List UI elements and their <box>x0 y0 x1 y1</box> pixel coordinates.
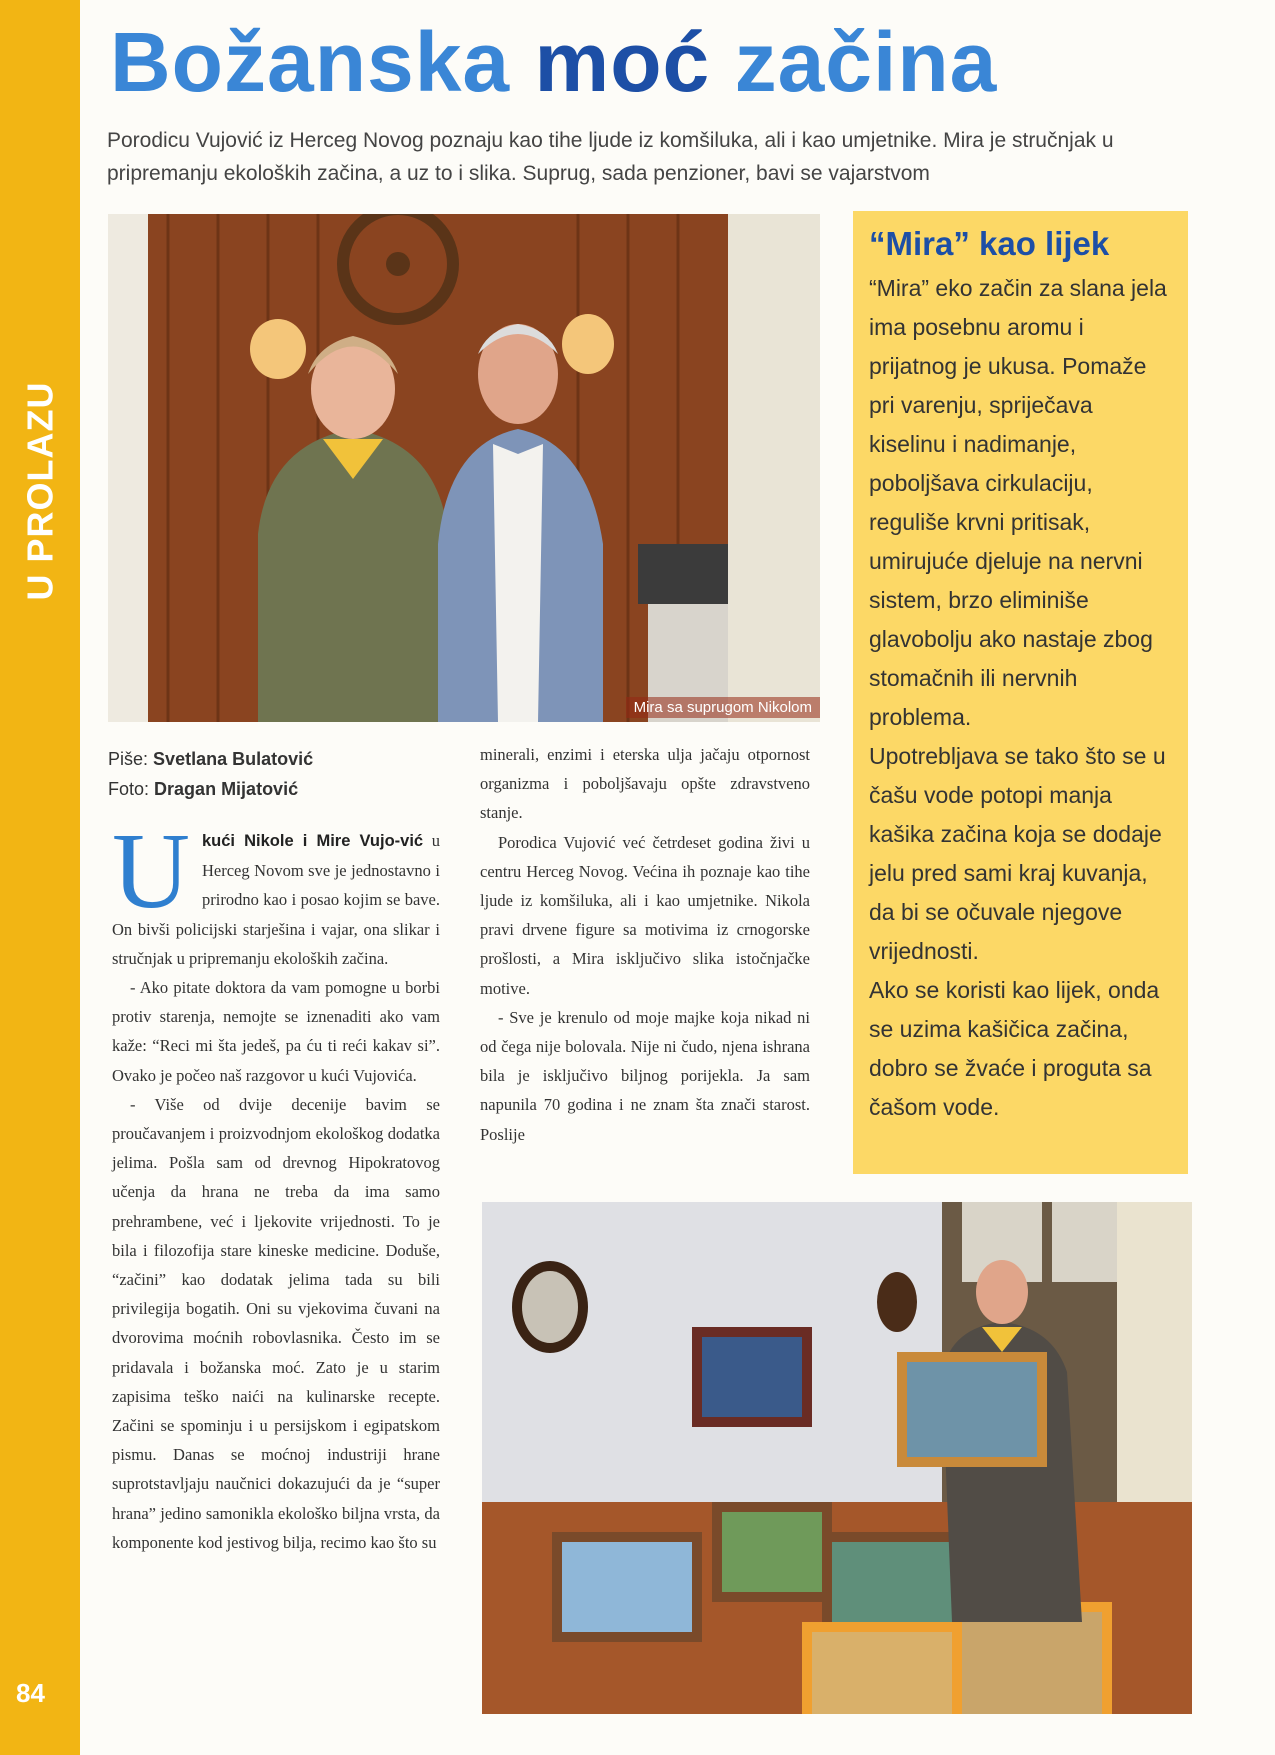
sidebar-paragraph-2: Upotrebljava se tako što se u čašu vode potopi manja kašika začina koja se dodaje jelu pred sami kraj kuvanja, da bi se očuvale njegove vrijednosti. <box>869 743 1166 964</box>
photographer-line: Foto: Dragan Mijatović <box>108 779 299 799</box>
headline <box>110 14 997 111</box>
section-strip <box>0 0 80 1755</box>
article-intro: Ukući Nikole i Mire Vujo-vić u Herceg Novom sve je jednostavno i prirodno kao i posao kojim se bave. On bivši policijski starješina i vajar, ona slikar i stručnjak u pripremanju ekoloških začina. <box>112 812 441 968</box>
lead-paragraph: Porodicu Vujović iz Herceg Novog poznaju kao tihe ljude iz komšiluka, ali i kao umjetnike. Mira je stručnjak u pripremanju ekoloških začina, a uz to i slika. Suprug, sada penzioner, bavi se vajarstvom <box>107 129 1114 185</box>
paintings-photo-illustration <box>482 1202 1192 1714</box>
headline-word-1: Božanska <box>110 15 511 109</box>
photo-caption: Mira sa suprugom Nikolom <box>626 697 820 718</box>
paintings-photo <box>482 1202 1192 1714</box>
article-paragraph: - Sve je krenulo od moje majke koja nikad ni od čega nije bolovala. Nije ni čudo, njena ishrana bila je isključivo biljnog porijekla. Ja sam napunila 70 godina i ne znam šta znači starost. Poslije <box>480 1007 810 1144</box>
article-paragraph: - Više od dvije decenije bavim se proučavanjem i proizvodnjom ekološkog dodatka jelima. Pošla sam od drevnog Hipokratovog učenja da hrana ne treba da ima samo prehrambene, već i ljekovite vrijednosti. To je bila i filozofija stare kineske medicine. Doduše, “začini” kao dodatak jelima tada su bili privilegija bogatih. Oni su vjekovima čuvani na dvorovima moćnih robovlasnika. Često im se pridavala i božanska moć. Zato je u starim zapisima teško naići na kulinarske recepte. Začini se spominju i u persijskom i egipatskom pismu. Danas se moćnoj industriji hrane suprotstavljaju naučnici dokazujući da je “super hrana” jedino samonikla ekološko biljna vrsta, da komponente kod jestivog bilja, recimo kao što su <box>112 1094 440 1552</box>
byline <box>108 744 313 804</box>
article-paragraph: - Ako pitate doktora da vam pomogne u borbi protiv starenja, nemojte se iznenaditi ako vam kaže: “Reci mi šta jedeš, pa ću ti reći kakav si”. Ovako je počeo naš razgovor u kući Vujovića. <box>112 978 440 1085</box>
sidebar-paragraph-1: “Mira” eko začin za slana jela ima posebnu aromu i prijatnog je ukusa. Pomaže pri varenju, spriječava kiselinu i nadimanje, poboljšava cirkulaciju, reguliše krvni pritisak, umirujuće djeluje na nervni sistem, brzo eliminiše glavobolju ako nastaje zbog stomačnih ili nervnih problema. <box>869 275 1167 730</box>
drop-cap: U <box>112 812 190 931</box>
article-paragraph: Porodica Vujović već četrdeset godina živi u centru Herceg Novog. Većina ih poznaje kao tihe ljude iz komšiluka, ali i kao umjetnike. Nikola pravi drvene figure sa motivima iz crnogorske prošlosti, a Mira isključivo slika istočnjačke motive. <box>480 832 810 998</box>
article-column-2 <box>480 740 810 1149</box>
article-column-1 <box>112 812 441 1557</box>
couple-photo-illustration <box>108 214 820 722</box>
headline-word-2: moć <box>534 15 711 109</box>
author-line: Piše: Svetlana Bulatović <box>108 749 314 769</box>
section-label: U PROLAZU <box>19 381 60 601</box>
headline-word-3: začina <box>734 15 998 109</box>
main-photo <box>108 214 820 722</box>
article-paragraph: minerali, enzimi i eterska ulja jačaju otpornost organizma i poboljšavaju opšte zdravstveno stanje. <box>480 745 810 823</box>
sidebar-paragraph-3: Ako se koristi kao lijek, onda se uzima kašičica začina, dobro se žvaće i proguta sa čašom vode. <box>869 977 1160 1120</box>
sidebar-box <box>853 211 1188 1174</box>
sidebar-title: “Mira” kao lijek <box>869 225 1110 262</box>
page-number: 84 <box>16 1678 45 1708</box>
